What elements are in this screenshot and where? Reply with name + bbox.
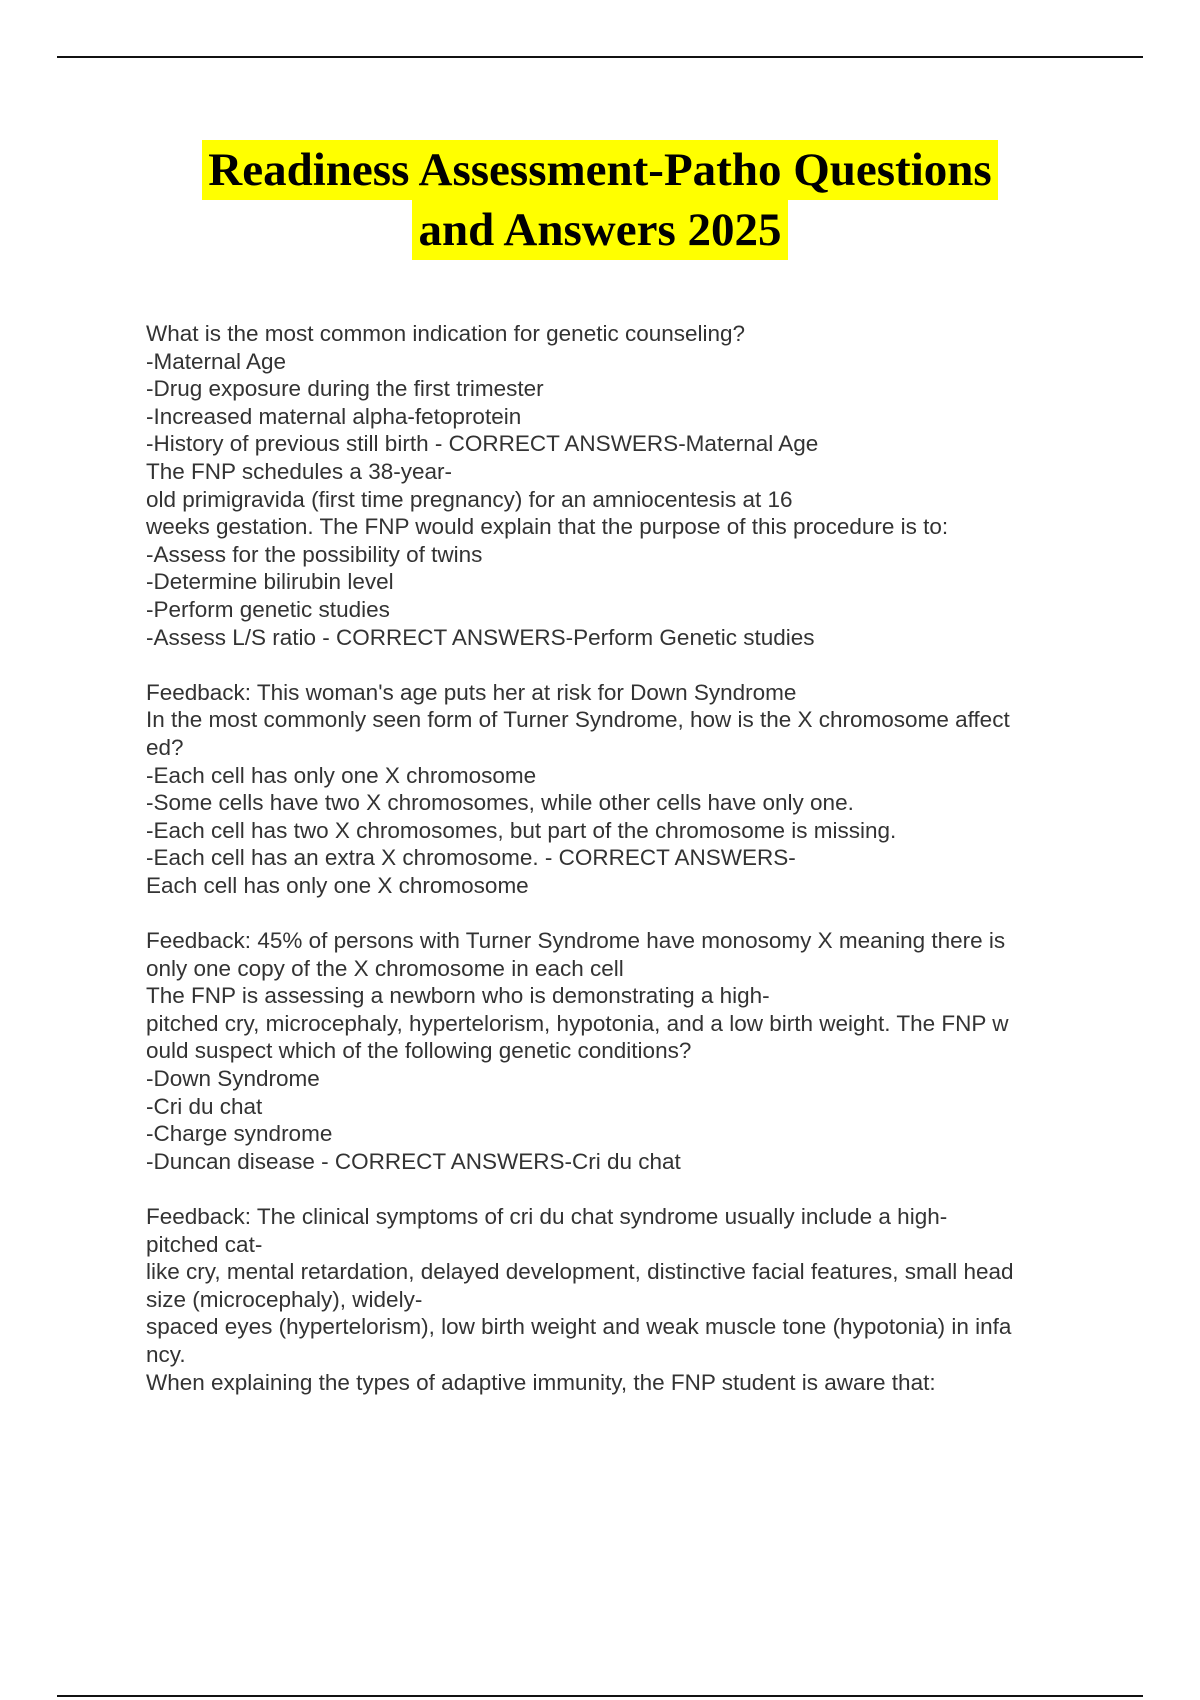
body-line: weeks gestation. The FNP would explain that the purpose of this procedure is to: bbox=[146, 514, 949, 540]
body-line: Each cell has only one X chromosome bbox=[146, 872, 529, 898]
body-line: pitched cry, microcephaly, hypertelorism, hypotonia, and a low birth weight. The FNP w bbox=[146, 1010, 1009, 1036]
body-line: What is the most common indication for genetic counseling? bbox=[146, 321, 746, 346]
bottom-rule bbox=[57, 1695, 1143, 1697]
body-line: -History of previous still birth - CORRECT ANSWERS-Maternal Age bbox=[146, 431, 819, 457]
body-line: When explaining the types of adaptive immunity, the FNP student is aware that: bbox=[146, 1369, 936, 1395]
body-line: In the most commonly seen form of Turner Syndrome, how is the X chromosome affect bbox=[146, 707, 1010, 733]
body-line: -Each cell has an extra X chromosome. - CORRECT ANSWERS- bbox=[146, 845, 796, 871]
body-line: -Each cell has two X chromosomes, but part of the chromosome is missing. bbox=[146, 817, 897, 843]
body-line: Feedback: The clinical symptoms of cri du chat syndrome usually include a high- bbox=[146, 1204, 948, 1229]
body-line: only one copy of the X chromosome in each cell bbox=[146, 955, 624, 981]
body-line: ould suspect which of the following genetic conditions? bbox=[146, 1038, 692, 1064]
body-line: -Perform genetic studies bbox=[146, 596, 390, 622]
body-line: -Charge syndrome bbox=[146, 1121, 333, 1147]
paragraph-gap bbox=[146, 651, 1091, 679]
body-line: The FNP schedules a 38-year- bbox=[146, 458, 452, 484]
body-line: ncy. bbox=[146, 1341, 186, 1367]
body-line: -Assess L/S ratio - CORRECT ANSWERS-Perform Genetic studies bbox=[146, 624, 815, 650]
top-rule bbox=[57, 56, 1143, 58]
body-line: Feedback: 45% of persons with Turner Syndrome have monosomy X meaning there is bbox=[146, 928, 1006, 954]
paragraph-gap bbox=[146, 1175, 1091, 1203]
body-line: -Assess for the possibility of twins bbox=[146, 541, 483, 567]
body-line: -Some cells have two X chromosomes, while other cells have only one. bbox=[146, 790, 854, 816]
body-line: pitched cat- bbox=[146, 1231, 263, 1257]
body-line: -Down Syndrome bbox=[146, 1066, 320, 1092]
body-line: old primigravida (first time pregnancy) for an amniocentesis at 16 bbox=[146, 486, 793, 512]
body-line: like cry, mental retardation, delayed development, distinctive facial features, small head bbox=[146, 1259, 1014, 1285]
title-line-1: Readiness Assessment-Patho Questions bbox=[202, 140, 997, 200]
document-title bbox=[0, 140, 1200, 260]
body-line: -Maternal Age bbox=[146, 348, 287, 374]
body-line: -Each cell has only one X chromosome bbox=[146, 762, 537, 788]
body-line: spaced eyes (hypertelorism), low birth weight and weak muscle tone (hypotonia) in infa bbox=[146, 1314, 1012, 1340]
document-body bbox=[146, 320, 1091, 1396]
title-line-2: and Answers 2025 bbox=[412, 200, 787, 260]
body-line: -Increased maternal alpha-fetoprotein bbox=[146, 403, 522, 429]
body-line: size (microcephaly), widely- bbox=[146, 1286, 423, 1312]
body-line: -Duncan disease - CORRECT ANSWERS-Cri du chat bbox=[146, 1148, 681, 1174]
body-line: ed? bbox=[146, 734, 184, 760]
body-line: -Drug exposure during the first trimester bbox=[146, 376, 544, 402]
body-line: -Determine bilirubin level bbox=[146, 569, 394, 595]
body-line: -Cri du chat bbox=[146, 1093, 263, 1119]
body-line: The FNP is assessing a newborn who is demonstrating a high- bbox=[146, 983, 770, 1009]
paragraph-gap bbox=[146, 899, 1091, 927]
body-line: Feedback: This woman's age puts her at risk for Down Syndrome bbox=[146, 679, 797, 705]
